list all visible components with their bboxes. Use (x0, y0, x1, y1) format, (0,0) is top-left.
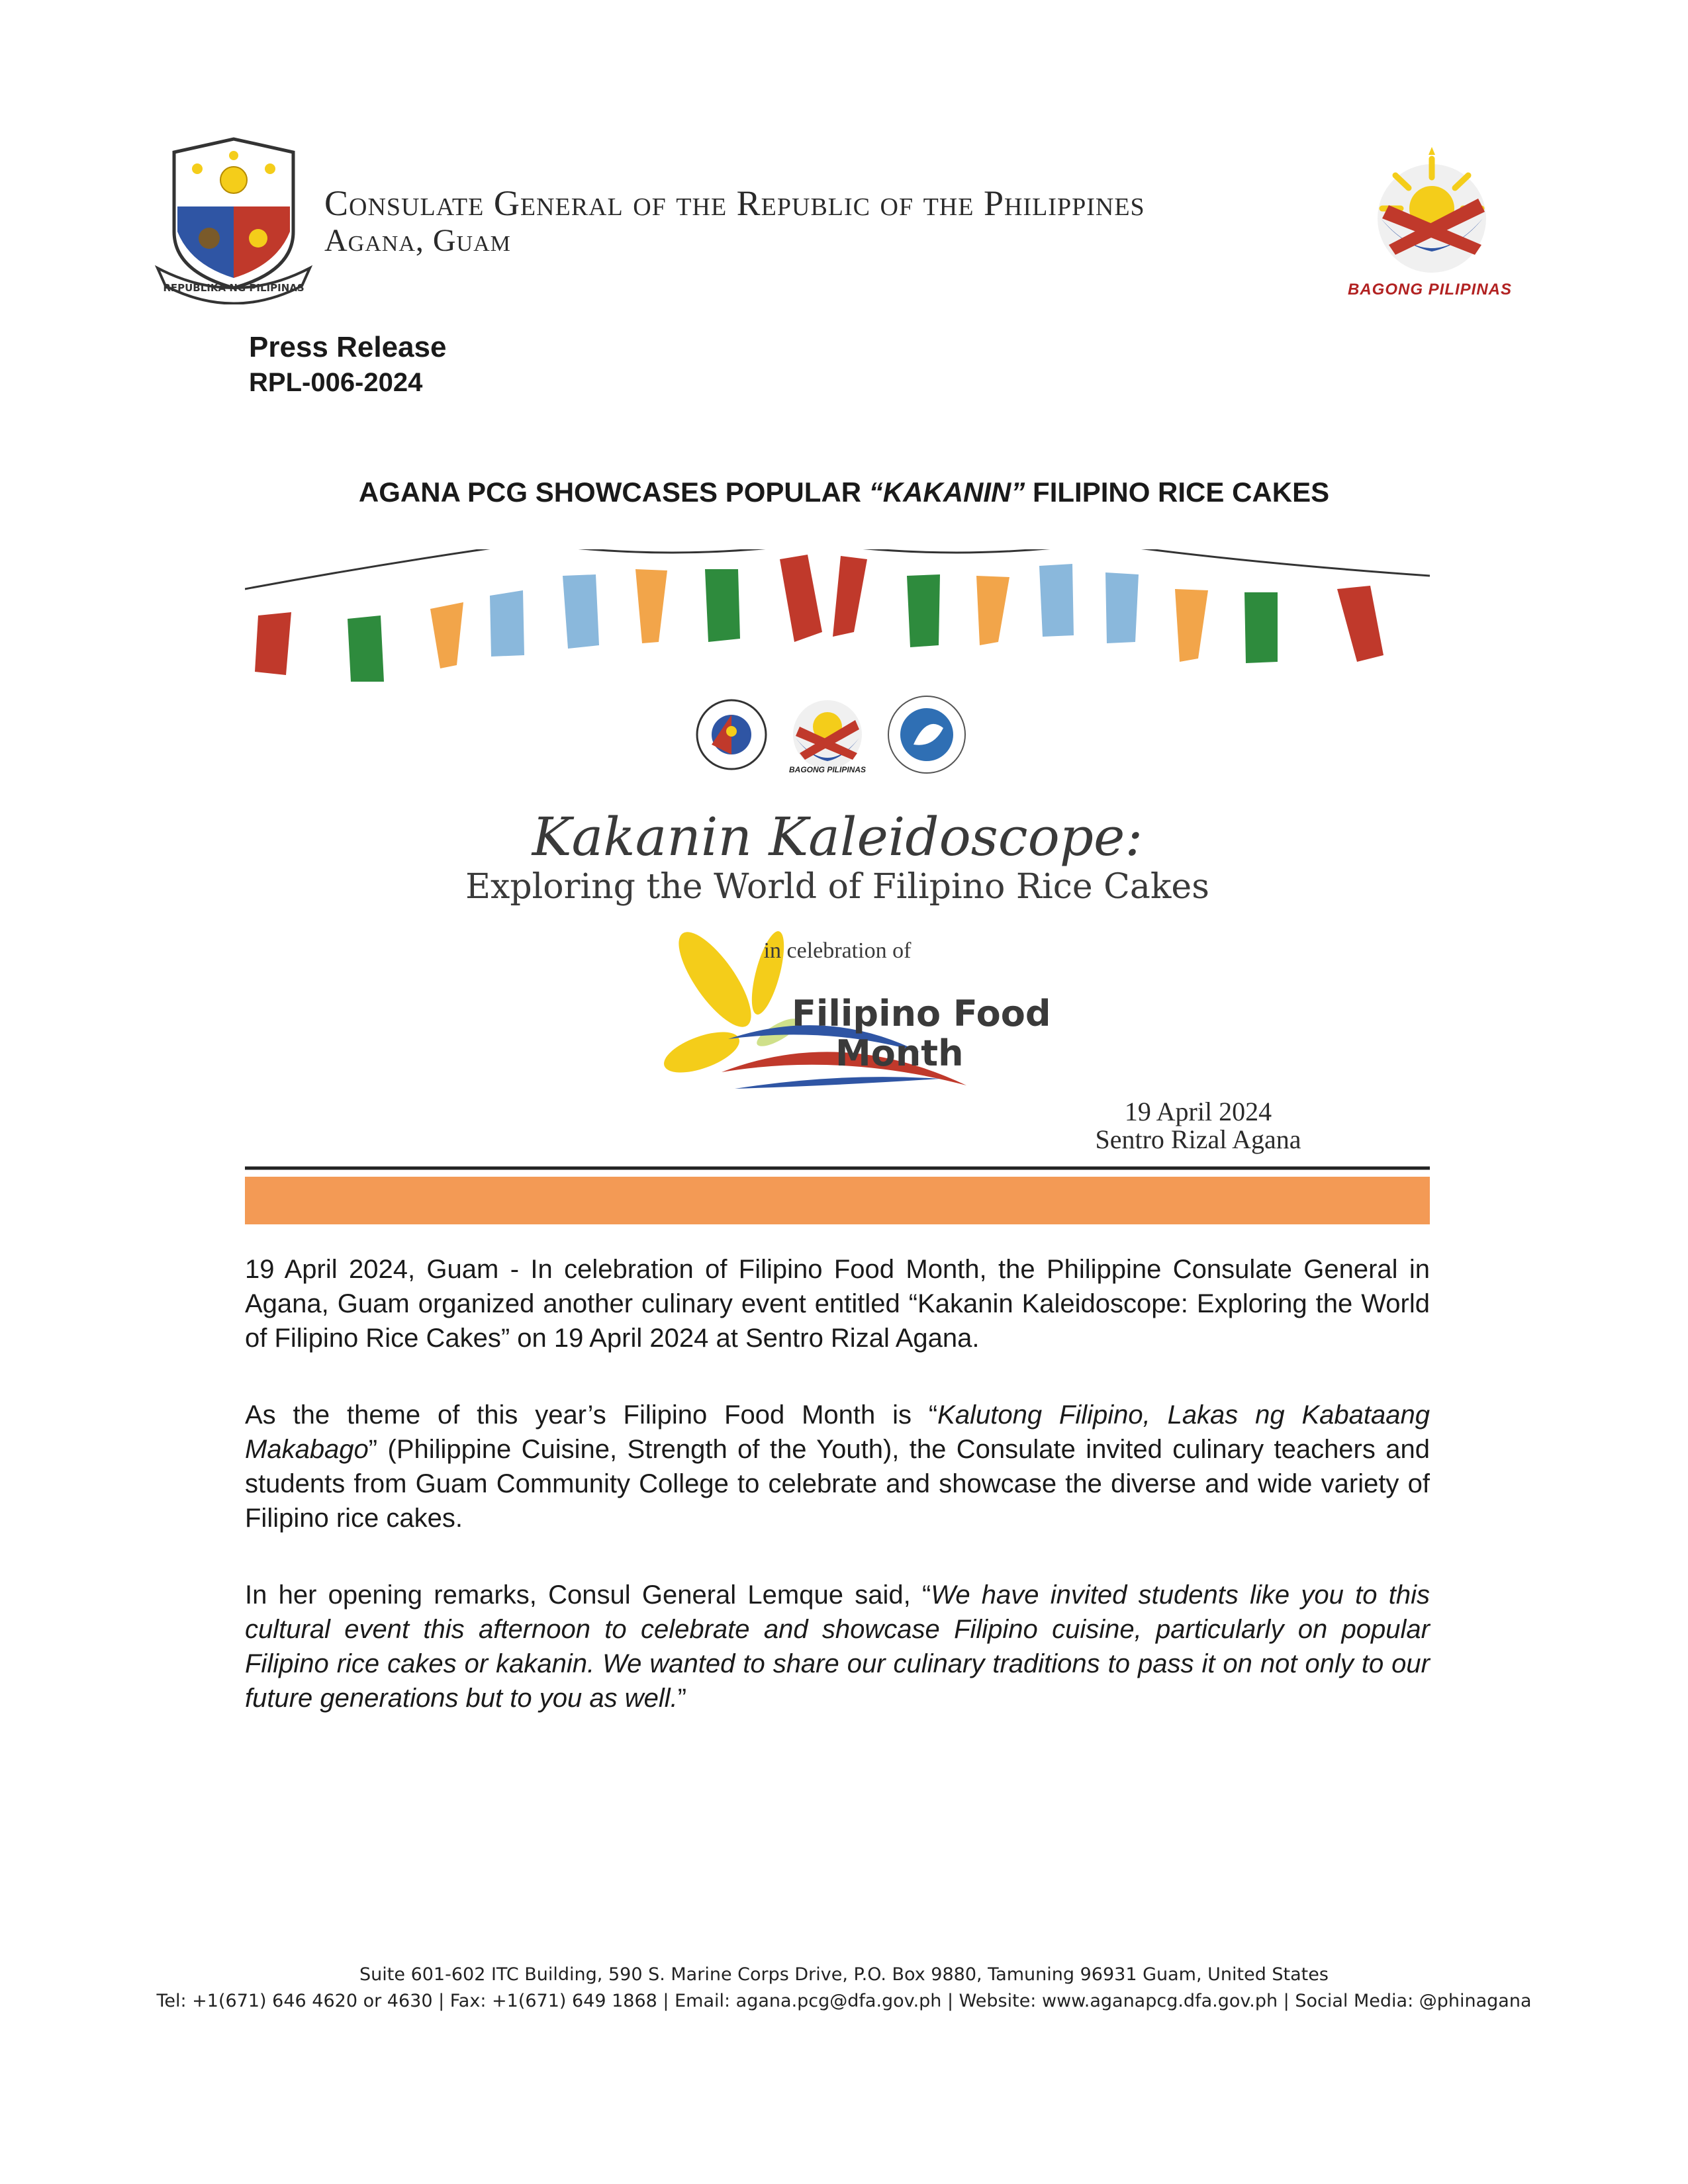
consulate-logo-icon (697, 700, 766, 769)
bunting-flag (430, 602, 463, 668)
food-month-title-line1: Filipino Food (792, 993, 1051, 1034)
bunting-flag (1244, 592, 1278, 663)
banner-subtitle: Exploring the World of Filipino Rice Cakes (465, 867, 1209, 907)
banner-stripe (245, 1177, 1430, 1224)
body-paragraph-2 (245, 1398, 1430, 1535)
bunting-flag (1337, 586, 1383, 662)
headline-part-2: FILIPINO RICE CAKES (1025, 477, 1330, 508)
bunting-flag (976, 576, 1009, 645)
bunting-string (245, 549, 1430, 589)
bunting-flag (490, 590, 524, 657)
bunting-flag (348, 615, 384, 682)
para2-text-a: As the theme of this year’s Filipino Food Month is “ (245, 1400, 938, 1430)
bunting-flag (1039, 564, 1074, 637)
sentro-rizal-logo-icon (888, 696, 965, 773)
footer-contacts: Tel: +1(671) 646 4620 or 4630 | Fax: +1(671) 649 1868 | Email: agana.pcg@dfa.gov.ph | Website: www.aganapcg.dfa.gov.ph | Social Media: @phinagana (156, 1991, 1532, 2011)
headline-part-1: AGANA PCG SHOWCASES POPULAR (358, 477, 869, 508)
body-paragraph-1: 19 April 2024, Guam - In celebration of Filipino Food Month, the Philippine Consulate General in Agana, Guam organized another culinary event entitled “Kakanin Kaleidoscope: Exploring the World of Filipino Rice Cakes” on 19 April 2024 at Sentro Rizal Agana. (245, 1255, 1430, 1353)
para2-theme-italic: Kalutong Filipino, Lakas ng Kabataang Makabago (245, 1400, 1430, 1464)
bunting-flag (705, 569, 740, 642)
para3-quote-italic: We have invited students like you to this cultural event this afternoon to celebrate and showcase Filipino cuisine, particularly on popular Filipino rice cakes or kakanin. We wanted to share our culinary traditions to pass it on not only to our future generations but to you as well. (245, 1580, 1430, 1713)
banner-celebration-text: in celebration of (763, 938, 912, 963)
bunting-flag (833, 556, 867, 637)
bunting-flag (563, 574, 599, 649)
para3-text-b: ” (677, 1684, 687, 1713)
bunting-flag (780, 555, 822, 642)
footer-address: Suite 601-602 ITC Building, 590 S. Marine Corps Drive, P.O. Box 9880, Tamuning 96931 Guam, United States (359, 1964, 1329, 1985)
event-venue: Sentro Rizal Agana (1095, 1124, 1301, 1154)
food-month-title-line2: Month (835, 1032, 964, 1074)
headline-italic: “KAKANIN” (868, 477, 1025, 508)
para3-text-a: In her opening remarks, Consul General Lemque said, “ (245, 1580, 931, 1610)
letterhead-title: Consulate General of the Republic of the Philippines (324, 183, 1145, 223)
philippine-seal-icon (151, 132, 316, 304)
bagong-pilipinas-logo-icon (1362, 146, 1501, 278)
bunting-flag (1105, 572, 1139, 643)
bunting-flag (907, 574, 940, 647)
letterhead-location: Agana, Guam (324, 223, 511, 258)
bunting-flag (255, 612, 291, 675)
bunting-flags (255, 555, 1383, 682)
bagong-pilipinas-label: BAGONG PILIPINAS (1347, 281, 1513, 298)
release-number: RPL-006-2024 (249, 368, 423, 397)
body-paragraph-3 (245, 1578, 1430, 1715)
bagong-pilipinas-mini-logo-icon (793, 700, 862, 769)
banner-title: Kakanin Kaleidoscope: (532, 806, 1143, 868)
bunting-flag (635, 569, 667, 643)
banner-bagong-pilipinas-label: BAGONG PILIPINAS (788, 765, 866, 774)
seal-ribbon-text: REPUBLIKA NG PILIPINAS (163, 282, 305, 294)
headline (0, 477, 1688, 508)
bunting-flag (1175, 589, 1208, 662)
press-release-label: Press Release (249, 331, 447, 363)
para2-text-b: ” (Philippine Cuisine, Strength of the Youth), the Consulate invited culinary teachers and students from Guam Community College to celebrate and showcase the diverse and wide variety of Filipino rice cakes. (245, 1435, 1430, 1533)
event-date: 19 April 2024 (1124, 1097, 1272, 1126)
